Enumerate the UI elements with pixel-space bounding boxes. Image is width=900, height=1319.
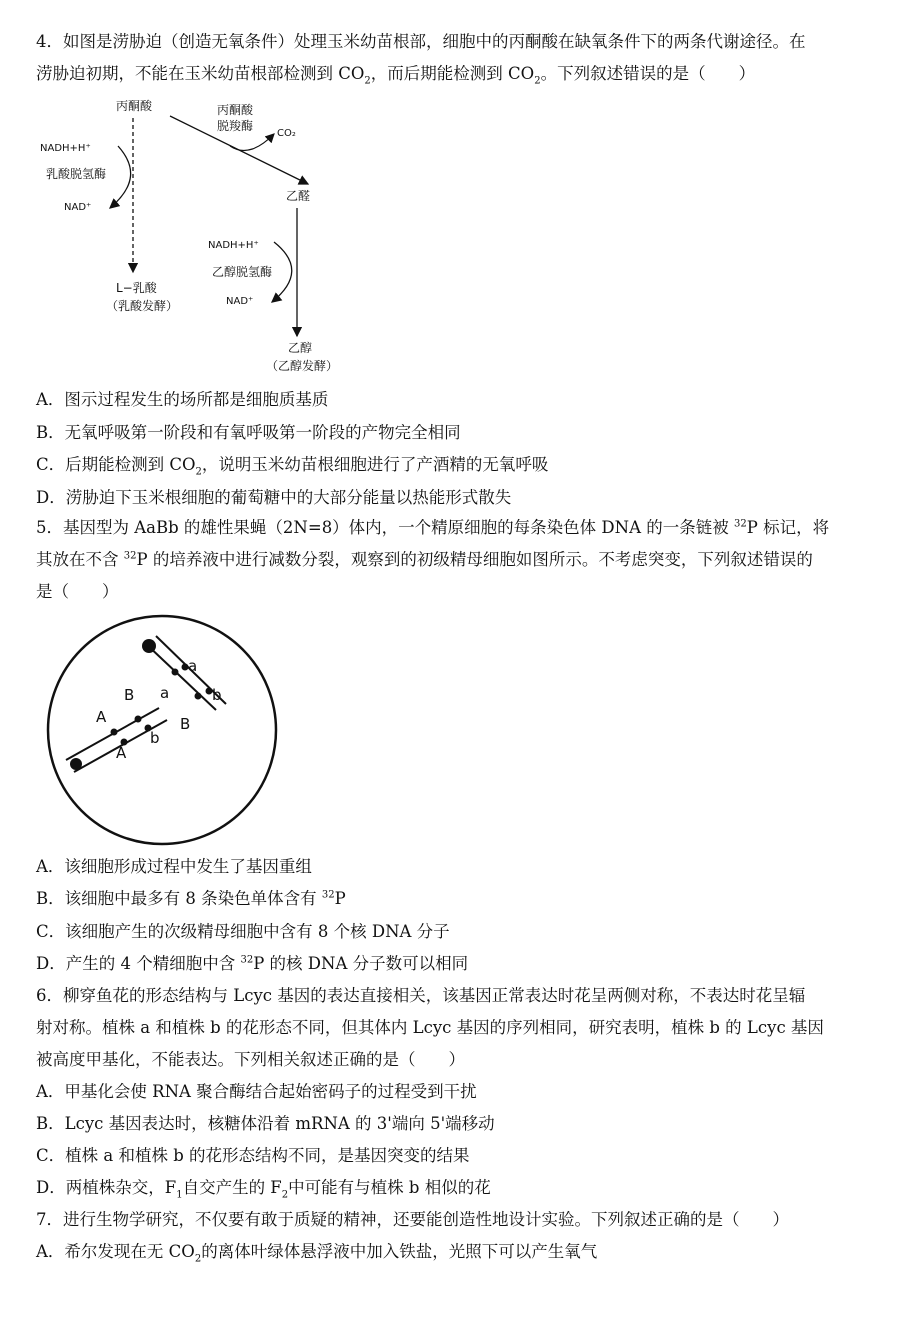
pyruvate-pathway-diagram xyxy=(30,96,360,380)
q4-stem-line2: 涝胁迫初期，不能在玉米幼苗根部检测到 $CO_2$，而后期能检测到 $CO_2$。下列叙述错误的是（ ） xyxy=(36,64,756,87)
q5-option-c: C．该细胞产生的次级精母细胞中含有 8 个核 DNA 分子 xyxy=(36,922,450,941)
gene-A-top: A xyxy=(96,708,107,726)
q4-option-a: A．图示过程发生的场所都是细胞质基质 xyxy=(36,390,329,409)
q5-stem-line1: 5．基因型为 AaBb 的雄性果蝇（2N=8）体内，一个精原细胞的每条染色体 DNA 的一条链被 $^{32}$P 标记，将 xyxy=(36,518,830,537)
q7-stem-line1: 7．进行生物学研究，不仅要有敢于质疑的精神，还要能创造性地设计实验。下列叙述正确的是（ ） xyxy=(36,1210,789,1229)
nadh-left-curve-arrow xyxy=(110,146,131,208)
lactate-label: L−乳酸 xyxy=(116,281,157,295)
co2-release-arrow xyxy=(230,134,274,150)
q6-option-a: A．甲基化会使 RNA 聚合酶结合起始密码子的过程受到干扰 xyxy=(36,1082,477,1101)
gene-A-bottom: A xyxy=(116,744,127,762)
centromere-left xyxy=(70,758,82,770)
cell-membrane xyxy=(48,616,276,844)
ethanol-label: 乙醇 xyxy=(288,341,313,355)
q5-option-a: A．该细胞形成过程中发生了基因重组 xyxy=(36,857,312,876)
nad-left-label: NAD⁺ xyxy=(64,202,92,213)
q6-stem-line3: 被高度甲基化，不能表达。下列相关叙述正确的是（ ） xyxy=(36,1050,465,1069)
nadh-right-label: NADH+H⁺ xyxy=(208,240,259,251)
adh-label: 乙醇脱氢酶 xyxy=(212,265,273,279)
q6-stem-line2: 射对称。植株 a 和植株 b 的花形态不同，但其体内 Lcyc 基因的序列相同，研究表明，植株 b 的 Lcyc 基因 xyxy=(36,1018,824,1037)
q4-option-d: D．涝胁迫下玉米根细胞的葡萄糖中的大部分能量以热能形式散失 xyxy=(36,488,512,507)
lactate-fermentation-label: （乳酸发酵） xyxy=(106,299,179,313)
pdc-label-2: 脱羧酶 xyxy=(217,119,254,133)
gene-B-right: B xyxy=(180,715,191,733)
gene-B-left: B xyxy=(124,686,135,704)
q6-option-b: B．Lcyc 基因表达时，核糖体沿着 mRNA 的 3'端向 5'端移动 xyxy=(36,1114,495,1133)
q5-option-d: D．产生的 4 个精细胞中含 $^{32}$P 的核 DNA 分子数可以相同 xyxy=(36,954,469,973)
nadh-right-curve-arrow xyxy=(272,242,292,302)
q4-stem-line1: 4．如图是涝胁迫（创造无氧条件）处理玉米幼苗根部，细胞中的丙酮酸在缺氧条件下的两条代谢途径。在 xyxy=(36,32,806,51)
q4-option-c: C．后期能检测到 $CO_2$，说明玉米幼苗根细胞进行了产酒精的无氧呼吸 xyxy=(36,455,549,478)
q5-option-b: B．该细胞中最多有 8 条染色单体含有 $^{32}$P xyxy=(36,889,346,908)
nad-right-label: NAD⁺ xyxy=(226,296,254,307)
q5-stem-line3: 是（ ） xyxy=(36,582,119,601)
gene-b-left: b xyxy=(150,729,160,747)
q6-stem-line1: 6．柳穿鱼花的形态结构与 Lcyc 基因的表达直接相关，该基因正常表达时花呈两侧对称，不表达时花呈辐 xyxy=(36,986,806,1005)
q6-option-c: C．植株 a 和植株 b 的花形态结构不同，是基因突变的结果 xyxy=(36,1146,470,1165)
acetaldehyde-label: 乙醛 xyxy=(286,189,311,203)
gene-a-top: a xyxy=(188,657,198,675)
q7-option-a: A．希尔发现在无 $CO_2$的离体叶绿体悬浮液中加入铁盐，光照下可以产生氧气 xyxy=(36,1242,598,1265)
centromere-right xyxy=(142,639,156,653)
q4-option-b: B．无氧呼吸第一阶段和有氧呼吸第一阶段的产物完全相同 xyxy=(36,423,461,442)
q6-option-d: D．两植株杂交，$F_1$自交产生的 $F_2$中可能有与植株 b 相似的花 xyxy=(36,1178,491,1201)
gene-b-right: b xyxy=(212,686,222,704)
q5-stem-line2: 其放在不含 $^{32}$P 的培养液中进行减数分裂，观察到的初级精母细胞如图所示。不考虑突变，下列叙述错误的 xyxy=(36,550,813,569)
co2-label: CO₂ xyxy=(277,128,296,139)
ethanol-fermentation-label: （乙醇发酵） xyxy=(266,359,339,373)
pyruvate-label: 丙酮酸 xyxy=(116,99,153,113)
pdc-label-1: 丙酮酸 xyxy=(217,103,254,117)
ldh-label: 乳酸脱氢酶 xyxy=(46,167,107,181)
primary-spermatocyte-diagram xyxy=(44,612,280,848)
gene-a-mid: a xyxy=(160,684,170,702)
nadh-left-label: NADH+H⁺ xyxy=(40,143,91,154)
